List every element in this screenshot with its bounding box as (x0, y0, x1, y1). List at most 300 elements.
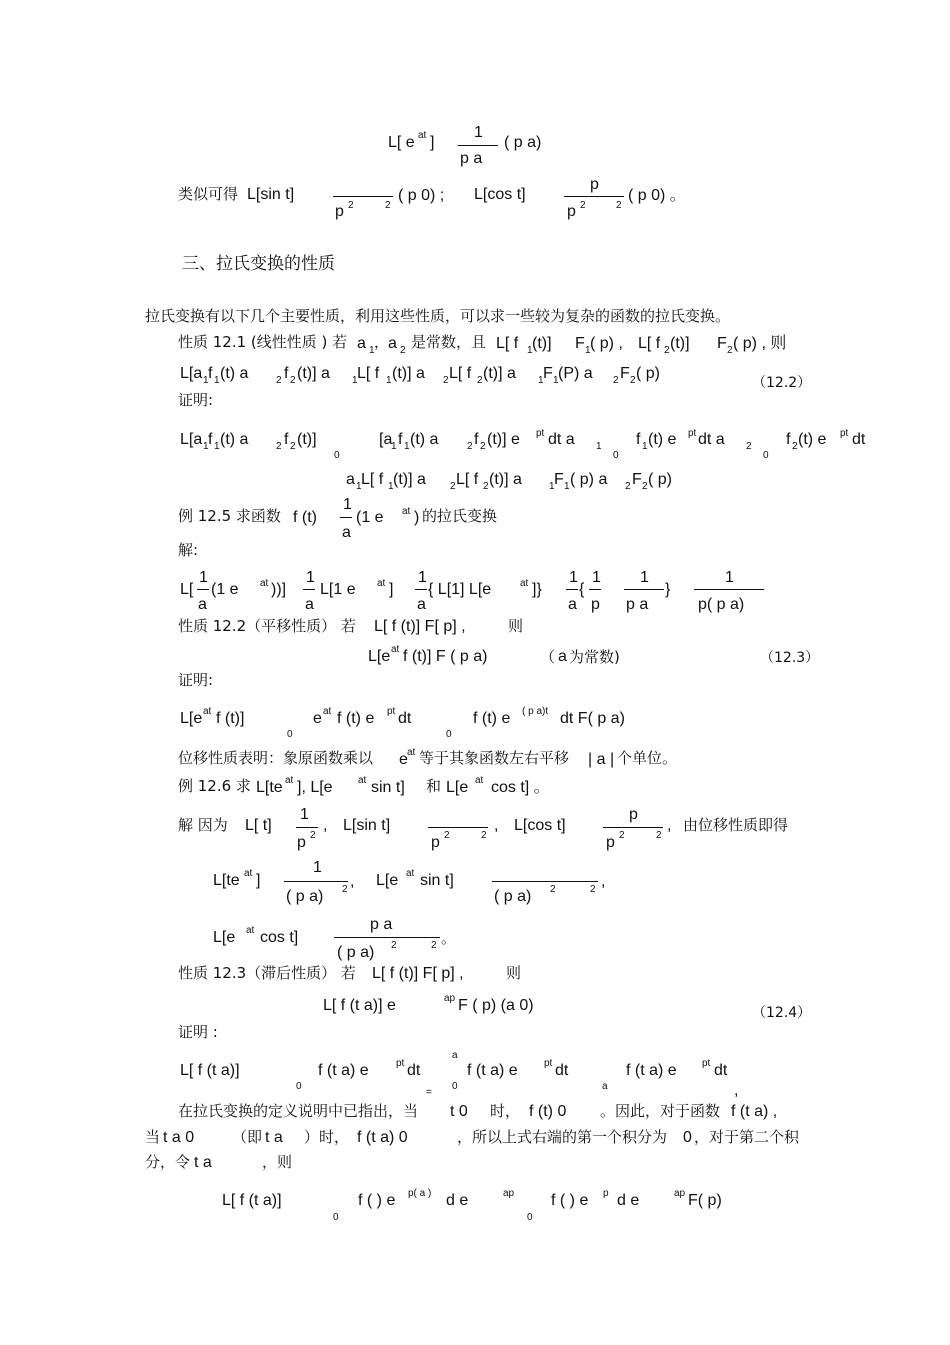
math-text: (t) a (220, 365, 249, 382)
math-text: 1 (300, 806, 309, 823)
math-text: f (636, 431, 641, 448)
math-text: a (198, 596, 207, 613)
math-text: , (667, 817, 672, 834)
math-text: f (t a) 0 (357, 1129, 408, 1146)
math-text: p (567, 203, 576, 220)
math-script: 2 (348, 200, 354, 211)
math-text: { L[1] L[e (428, 581, 492, 598)
math-text: f (t) e (473, 710, 511, 727)
math-script: pt (387, 706, 396, 717)
math-text: a (568, 596, 577, 613)
math-text: L[e (213, 929, 236, 946)
math-text: L[ f (638, 335, 661, 352)
math-text: a (346, 471, 355, 488)
math-text: cos t] (260, 929, 299, 946)
math-script: 2 (391, 940, 397, 951)
math-script: 1 (203, 375, 209, 386)
math-text: p a (370, 916, 393, 933)
math-text: L[sin t] (247, 186, 295, 203)
math-text: f (t a) , (731, 1103, 778, 1120)
math-text: 0 (683, 1129, 692, 1146)
math-script: 2 (290, 441, 296, 452)
math-text: sin t] (420, 872, 454, 889)
math-script: p (603, 1188, 609, 1199)
fraction-bar (694, 589, 764, 590)
math-text: t a (194, 1154, 212, 1171)
math-script: at (407, 747, 416, 758)
math-script: 1 (391, 441, 397, 452)
equation-number: （12.3） (760, 650, 820, 666)
math-script: pt (688, 428, 697, 439)
math-script: 0 (334, 450, 340, 461)
math-text: L[ f (456, 471, 479, 488)
math-text: L[ f (t a)] e (323, 997, 396, 1014)
body-text: 。因此，对于函数 (600, 1102, 721, 1120)
math-script: at (323, 706, 332, 717)
math-text: [a (379, 431, 393, 448)
math-text: , (734, 1082, 739, 1099)
math-text: ) (414, 509, 420, 526)
math-text: (P) a (558, 365, 593, 382)
math-script: 1 (549, 481, 555, 492)
math-text: dt (407, 1062, 421, 1079)
math-text: dt a (548, 431, 575, 448)
math-script: 1 (538, 375, 544, 386)
math-text: ]} (532, 581, 542, 598)
math-script: 2 (630, 375, 636, 386)
math-script: = (426, 1087, 432, 1098)
body-text: 解 因为 (178, 816, 228, 834)
math-text: L[cos t] (514, 817, 566, 834)
math-text: ( p a) (504, 134, 542, 151)
math-text: ))] (271, 581, 287, 598)
math-script: 1 (386, 375, 392, 386)
math-script: 2 (664, 345, 670, 356)
body-text: 等于其象函数左右平移 (419, 749, 570, 767)
math-text: L[ f (t a)] (222, 1192, 282, 1209)
math-script: 1 (404, 441, 410, 452)
math-script: 2 (792, 441, 798, 452)
math-text: t a (265, 1129, 283, 1146)
math-text: ( p 0) 。 (628, 187, 686, 204)
fraction-bar (333, 196, 393, 197)
math-script: 1 (596, 441, 602, 452)
math-text: (t) a (220, 431, 249, 448)
math-text: a (342, 524, 351, 541)
math-script: 0 (527, 1212, 533, 1223)
math-script: 2 (400, 345, 406, 356)
math-text: L[a (180, 365, 203, 382)
body-text: 个单位。 (617, 749, 678, 767)
body-text: 解: (178, 541, 199, 559)
body-text: ，所以上式右端的第一个积分为 (457, 1128, 668, 1146)
math-text: F (632, 471, 642, 488)
math-text: f ( ) e (551, 1192, 589, 1209)
math-text: ] (389, 581, 394, 598)
math-text: p (590, 176, 599, 193)
math-text: p (629, 806, 638, 823)
math-script: at (203, 706, 212, 717)
math-text: (t) a (410, 431, 439, 448)
math-script: at (475, 775, 484, 786)
math-text: 1 (199, 569, 208, 586)
fraction-bar (492, 881, 598, 882)
math-text: F (554, 471, 564, 488)
math-text: L[ f (361, 471, 384, 488)
math-script: 2 (613, 375, 619, 386)
fraction-bar (458, 145, 498, 146)
math-script: 1 (214, 441, 220, 452)
math-script: at (377, 578, 386, 589)
math-text: ( p a) (286, 888, 324, 905)
body-text: 证明 : (178, 1023, 218, 1041)
math-script: pt (840, 428, 849, 439)
body-text: 则 (508, 617, 524, 635)
body-text: 和 (426, 777, 442, 795)
body-text: 例 12.5 求函数 (178, 507, 281, 525)
math-text: 1 (592, 569, 601, 586)
math-script: at (246, 925, 255, 936)
math-script: at (260, 578, 269, 589)
math-text: L[e (180, 710, 203, 727)
math-text: | a | (588, 751, 615, 768)
math-text: f ( ) e (358, 1192, 396, 1209)
math-text: ( p) , 则 (733, 335, 787, 352)
math-text: a (357, 335, 366, 352)
math-text: L[te (213, 872, 240, 889)
math-script: 2 (642, 481, 648, 492)
math-script: 2 (450, 481, 456, 492)
math-script: 2 (443, 375, 449, 386)
math-text: p a (626, 596, 649, 613)
math-script: 1 (585, 345, 591, 356)
math-script: 0 (446, 729, 452, 740)
math-text: (t)] a (393, 471, 426, 488)
fraction-bar (564, 196, 624, 197)
fraction-bar (589, 589, 601, 590)
math-text: , (494, 817, 499, 834)
math-text: L[ e (388, 134, 415, 151)
math-text: f (t a) e (318, 1062, 369, 1079)
math-script: 1 (214, 375, 220, 386)
math-script: 2 (483, 481, 489, 492)
fraction-bar (415, 589, 427, 590)
math-script: pt (544, 1058, 553, 1069)
math-script: 2 (481, 830, 487, 841)
math-script: 2 (477, 375, 483, 386)
body-text: 的拉氏变换 (422, 507, 498, 525)
math-script: at (406, 868, 415, 879)
math-script: at (244, 868, 253, 879)
math-text: L[cos t] (474, 186, 526, 203)
math-text: p (335, 203, 344, 220)
math-text: p a (460, 150, 483, 167)
math-text: L[e (446, 779, 469, 796)
math-script: at (520, 578, 529, 589)
math-text: L[ f (357, 365, 380, 382)
math-script: 2 (276, 375, 282, 386)
math-script: 0 (296, 1081, 302, 1092)
math-script: 1 (642, 441, 648, 452)
math-script: 2 (290, 375, 296, 386)
math-text: dt (852, 431, 866, 448)
body-text: 为常数) (569, 648, 620, 666)
math-text: (t)] a (392, 365, 425, 382)
math-text: { (579, 581, 585, 598)
math-text: f (474, 431, 479, 448)
math-script: at (418, 130, 427, 141)
body-text: 当 (145, 1128, 161, 1146)
math-text: F (575, 335, 585, 352)
math-text: 1 (569, 569, 578, 586)
math-text: f (284, 431, 289, 448)
math-text: ( p 0) ; (398, 187, 445, 204)
body-text: 证明: (178, 391, 214, 409)
math-text: F (717, 335, 727, 352)
math-text: 1 (474, 124, 483, 141)
math-text: a (388, 335, 397, 352)
math-script: 1 (527, 345, 533, 356)
math-text: 1 (640, 569, 649, 586)
math-text: f (398, 431, 403, 448)
body-text: ，对于第二个积 (694, 1128, 800, 1146)
math-script: 2 (276, 441, 282, 452)
math-text: f (t)] (216, 710, 245, 727)
math-text: a (558, 648, 567, 665)
math-text: (1 e (211, 581, 239, 598)
math-text: L[ (180, 581, 194, 598)
math-text: f (t)] F ( p a) (403, 648, 488, 665)
math-text: L[ f (449, 365, 472, 382)
math-text: 1 (725, 569, 734, 586)
equation-number: （12.4） (752, 1005, 812, 1021)
math-text: (t)] a (483, 365, 516, 382)
body-text: 时， (490, 1102, 521, 1120)
math-text: L[e (376, 872, 399, 889)
math-text: L[sin t] (343, 817, 391, 834)
math-script: 2 (431, 940, 437, 951)
math-text: , (350, 873, 355, 890)
math-text: e (399, 751, 408, 768)
math-script: ap (444, 993, 456, 1004)
math-script: 2 (746, 441, 752, 452)
math-text: p (297, 834, 306, 851)
math-text: (t) e (798, 431, 827, 448)
body-text: 性质 12.2（平移性质） 若 (178, 617, 356, 635)
math-script: 2 (619, 830, 625, 841)
math-script: 0 (763, 450, 769, 461)
math-text: L[ f (496, 335, 519, 352)
math-script: pt (536, 428, 545, 439)
math-text: ( p a) (337, 944, 375, 961)
body-text: ）时， (304, 1128, 350, 1146)
math-script: 2 (727, 345, 733, 356)
math-text: , (601, 873, 606, 890)
math-script: 1 (203, 441, 209, 452)
math-script: 2 (480, 441, 486, 452)
math-text: ( p) , (590, 335, 623, 352)
body-text: （即 (232, 1128, 263, 1146)
math-text: } (665, 581, 671, 598)
body-text: 在拉氏变换的定义说明中已指出，当 (178, 1102, 419, 1120)
math-script: at (402, 506, 411, 517)
math-text: L[ f (t)] F[ p] , (374, 618, 466, 635)
math-script: pt (396, 1058, 405, 1069)
math-script: at (391, 644, 400, 655)
math-script: ap (674, 1188, 686, 1199)
math-script: 0 (333, 1212, 339, 1223)
math-text: e (313, 710, 322, 727)
math-script: ap (503, 1188, 515, 1199)
math-text: ( p) (636, 365, 660, 382)
math-text: (t)] e (487, 431, 520, 448)
math-text: ] (430, 134, 435, 151)
math-text: , (323, 817, 328, 834)
math-text: 1 (306, 569, 315, 586)
body-text: 位移性质表明：象原函数乘以 (178, 749, 374, 767)
math-script: p( a ) (408, 1188, 432, 1199)
math-text: a (305, 596, 314, 613)
body-text: 是常数，且 (411, 333, 487, 351)
fraction-bar (624, 589, 664, 590)
body-text: 由位移性质即得 (683, 816, 789, 834)
fraction-bar (284, 881, 348, 882)
math-script: a (602, 1081, 608, 1092)
math-script: 2 (616, 200, 622, 211)
math-script: 1 (369, 345, 375, 356)
math-text: ], L[e (297, 779, 333, 796)
math-script: 2 (625, 481, 631, 492)
math-script: 2 (342, 884, 348, 895)
math-text: f (284, 365, 289, 382)
math-text: f (t) (293, 509, 317, 526)
math-text: L[ f (t)] F[ p] , (372, 965, 464, 982)
math-text: ( p a) (494, 888, 532, 905)
math-text: a (417, 596, 426, 613)
math-text: 1 (343, 496, 352, 513)
math-script: 1 (356, 481, 362, 492)
math-script: 2 (467, 441, 473, 452)
math-script: 0 (452, 1081, 458, 1092)
math-text: d e (617, 1192, 640, 1209)
body-text: ，则 (262, 1153, 293, 1171)
math-text: L[1 e (320, 581, 356, 598)
math-text: cos t] 。 (491, 779, 550, 796)
math-text: f (208, 365, 213, 382)
math-script: at (285, 775, 294, 786)
math-script: 2 (580, 200, 586, 211)
body-text: ， (374, 333, 390, 351)
body-text: 则 (506, 964, 522, 982)
math-script: 1 (564, 481, 570, 492)
math-text: L[e (368, 648, 391, 665)
math-script: 2 (656, 830, 662, 841)
fraction-bar (303, 589, 315, 590)
math-text: F( p) (688, 1192, 722, 1209)
math-text: (t)] a (489, 471, 522, 488)
math-script: 0 (287, 729, 293, 740)
body-text: 分，令 (145, 1153, 191, 1171)
math-text: f (t) 0 (529, 1103, 567, 1120)
body-text: 拉氏变换有以下几个主要性质，利用这些性质，可以求一些较为复杂的函数的拉氏变换。 (145, 307, 731, 325)
math-text: (t)] (532, 335, 552, 352)
math-script: 1 (388, 481, 394, 492)
math-text: dt (555, 1062, 569, 1079)
math-text: f (t a) e (467, 1062, 518, 1079)
body-text: 。 (441, 929, 457, 947)
math-text: dt (714, 1062, 728, 1079)
fraction-bar (334, 937, 440, 938)
math-text: p (606, 834, 615, 851)
body-text: 类似可得 (178, 185, 239, 203)
math-script: 0 (613, 450, 619, 461)
math-text: d e (446, 1192, 469, 1209)
math-text: L[ t] (245, 817, 272, 834)
math-text: dt F( p a) (560, 710, 625, 727)
math-text: p (431, 834, 440, 851)
math-script: 1 (352, 375, 358, 386)
math-text: L[ f (t a)] (180, 1062, 240, 1079)
equation-number: （12.2） (752, 375, 812, 391)
math-text: (t) e (648, 431, 677, 448)
math-text: F ( p) (a 0) (458, 997, 534, 1014)
math-script: pt (702, 1058, 711, 1069)
math-text: p (591, 596, 600, 613)
math-text: f (t a) e (626, 1062, 677, 1079)
math-text: sin t] (371, 779, 405, 796)
math-text: (t)] (297, 431, 317, 448)
math-text: (t)] (670, 335, 690, 352)
math-script: 2 (550, 884, 556, 895)
body-text: 例 12.6 求 (178, 777, 251, 795)
math-text: (t)] a (297, 365, 330, 382)
math-text: t a 0 (163, 1129, 195, 1146)
math-text: 1 (313, 859, 322, 876)
math-text: ] (256, 872, 261, 889)
math-text: F (620, 365, 630, 382)
body-text: （ (540, 648, 556, 666)
math-text: L[a (180, 431, 203, 448)
fraction-bar (197, 589, 209, 590)
math-text: dt a (698, 431, 725, 448)
math-text: dt (398, 710, 412, 727)
math-script: 2 (590, 884, 596, 895)
section-heading: 三、拉氏变换的性质 (182, 254, 335, 274)
fraction-bar (296, 827, 318, 828)
math-script: 1 (553, 375, 559, 386)
math-script: 2 (310, 830, 316, 841)
fraction-bar (566, 589, 578, 590)
math-text: f (t) e (337, 710, 375, 727)
math-text: ( p) (648, 471, 672, 488)
body-text: 证明: (178, 671, 214, 689)
math-text: ( p) a (570, 471, 608, 488)
math-text: t 0 (450, 1103, 468, 1120)
math-text: p( p a) (698, 596, 745, 613)
math-text: f (786, 431, 791, 448)
math-text: F (543, 365, 553, 382)
math-text: f (208, 431, 213, 448)
fraction-bar (603, 827, 663, 828)
math-script: at (358, 775, 367, 786)
math-text: (1 e (356, 509, 384, 526)
math-script: 2 (385, 200, 391, 211)
body-text: 性质 12.3（滞后性质） 若 (178, 964, 356, 982)
fraction-bar (340, 517, 352, 518)
math-text: L[te (256, 779, 283, 796)
math-script: ( p a)t (522, 706, 549, 717)
math-script: a (452, 1050, 458, 1061)
